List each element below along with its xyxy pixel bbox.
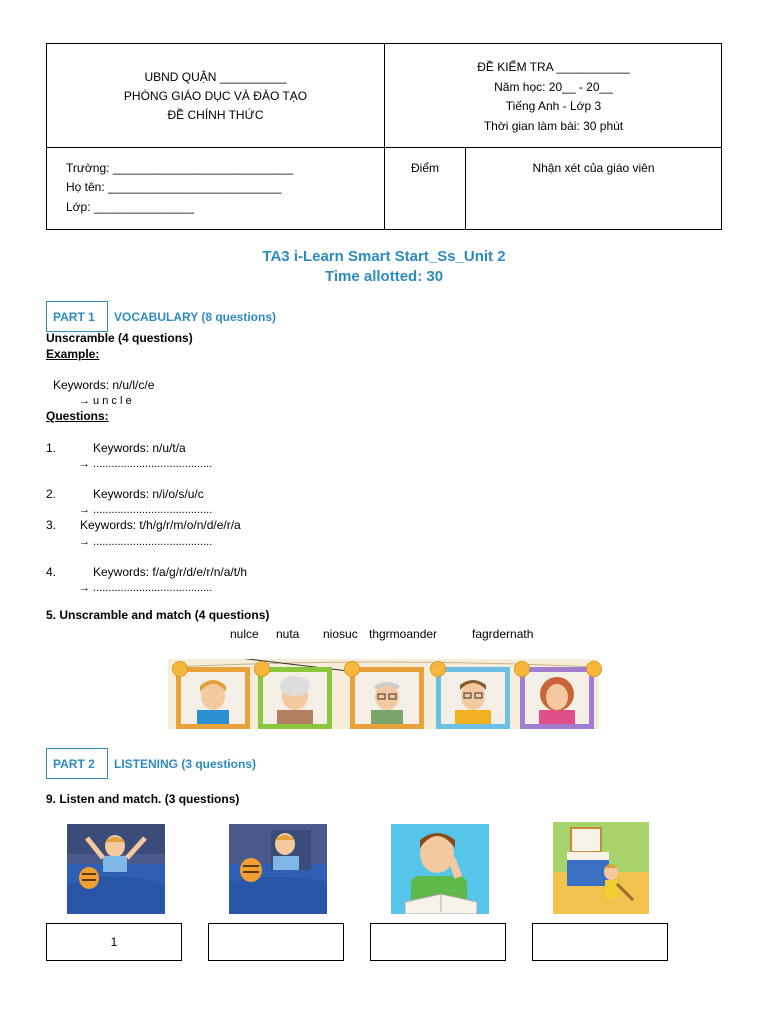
header-table [46,43,722,230]
answer-line[interactable]: → ....................................... [79,536,213,548]
pin-icon [514,661,530,677]
picture-bedroom [553,822,649,914]
pin-icon [344,661,360,677]
part2-box: PART 2 [46,748,108,779]
pin-icon [586,661,602,677]
answer-box[interactable] [208,923,344,961]
department-info [47,68,384,125]
match-word[interactable]: nuta [276,627,300,641]
match-word[interactable]: thgrmoander [369,627,438,641]
pin-icon [430,661,446,677]
official-exam-line: ĐỀ CHÍNH THỨC [167,108,264,122]
match-word[interactable]: niosuc [323,627,358,641]
pin-icon [254,661,270,677]
match-word[interactable]: nulce [230,627,259,641]
portrait-boy[interactable] [176,667,250,729]
exam-title-line: ĐỀ KIỂM TRA ___________ [477,60,630,74]
class-field[interactable]: Lớp: _______________ [66,200,194,214]
test-title: TA3 i-Learn Smart Start_Ss_Unit 2 [262,248,506,265]
picture-wake-up [67,824,165,914]
unscramble-title: Unscramble (4 questions) [46,331,193,345]
district-line: UBND QUẬN __________ [144,70,287,84]
school-year-line: Năm học: 20__ - 20__ [494,79,613,94]
picture-reading [391,824,489,914]
questions-label: Questions: [46,409,109,423]
question-number: 1. [46,441,57,455]
answer-box[interactable] [532,923,668,961]
question-number: 2. [46,487,57,501]
question-number: 3. [46,518,57,532]
answer-line[interactable]: → ....................................... [79,504,213,516]
department-line: PHÒNG GIÁO DỤC VÀ ĐÀO TẠO [123,89,308,103]
question-keywords: Keywords: n/u/t/a [93,441,186,455]
exam-info [385,58,722,136]
question-keywords: Keywords: t/h/g/r/m/o/n/d/e/r/a [80,518,241,532]
match-title: 5. Unscramble and match (4 questions) [46,608,270,622]
example-label: Example: [46,347,100,361]
family-portraits-strip [168,659,599,729]
score-label: Điểm [410,161,439,175]
question-number: 4. [46,565,57,579]
part1-heading: VOCABULARY (8 questions) [114,310,277,324]
teacher-comment-label: Nhận xét của giáo viên [532,161,655,175]
answer-box[interactable] [370,923,506,961]
question-keywords: Keywords: f/a/g/r/d/e/r/n/a/t/h [93,565,248,579]
part2-heading: LISTENING (3 questions) [114,757,257,771]
duration-line: Thời gian làm bài: 30 phút [483,118,624,133]
portrait-father[interactable] [436,667,510,729]
listen-title: 9. Listen and match. (3 questions) [46,792,240,806]
answer-line[interactable]: → ....................................... [79,582,213,594]
portrait-grandmother[interactable] [258,667,332,729]
school-field[interactable]: Trường: ___________________________ [66,161,293,175]
picture-in-bed [229,824,327,914]
part1-box: PART 1 [46,301,108,332]
example-keywords: Keywords: n/u/l/c/e [53,378,155,392]
pin-icon [172,661,188,677]
portrait-grandfather[interactable] [350,667,424,729]
time-allotted: Time allotted: 30 [324,268,444,285]
portrait-mother[interactable] [520,667,594,729]
match-word[interactable]: fagrdernath [472,627,534,641]
student-name-field[interactable]: Họ tên: __________________________ [66,180,282,194]
example-answer: → u n c l e [79,395,132,407]
subject-line: Tiếng Anh - Lớp 3 [505,99,602,113]
answer-line[interactable]: → ....................................... [79,458,213,470]
answer-box[interactable]: 1 [46,923,182,961]
question-keywords: Keywords: n/i/o/s/u/c [93,487,204,501]
